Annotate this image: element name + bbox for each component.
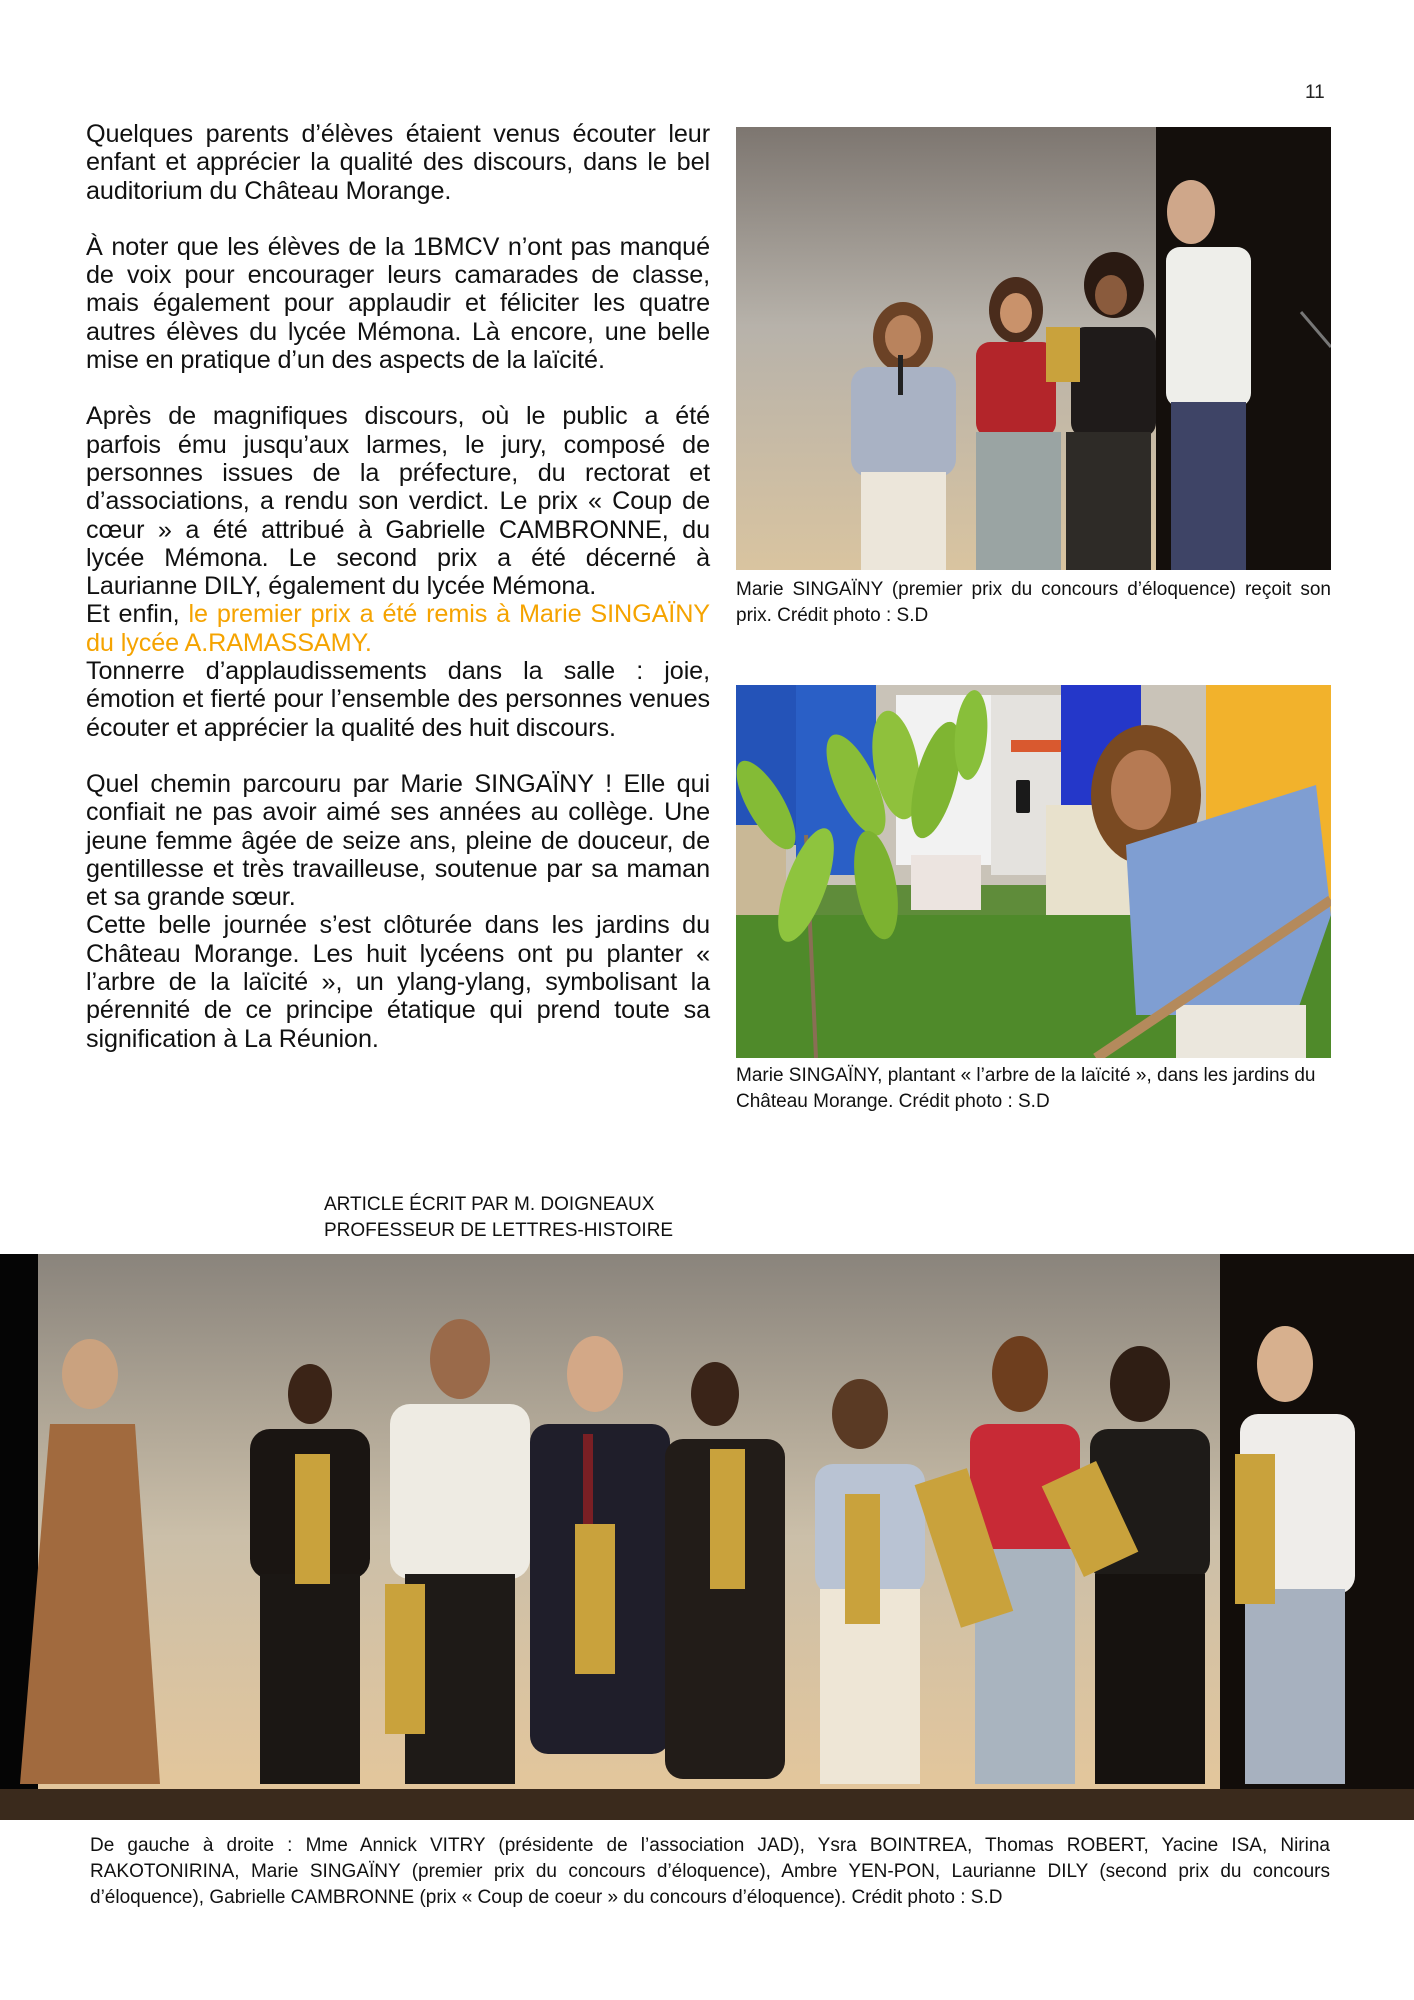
first-prize-highlight: le premier prix a été remis à Marie SINGAÏNY du lycée A.RAMASSAMY. — [86, 600, 710, 657]
paragraph-portrait: Quel chemin parcouru par Marie SINGAÏNY ! Elle qui confiait ne pas avoir aimé ses années au collège. Une jeune femme âgée de seize ans, pleine de douceur, de gentillesse et très travailleuse, soutenue par sa maman et sa grande sœur. — [86, 769, 710, 912]
caption-group-laureates: De gauche à droite : Mme Annick VITRY (présidente de l’association JAD), Ysra BOINTREA, Thomas ROBERT, Yacine ISA, Nirina RAKOTONIRINA, Marie SINGAÏNY (premier prix du concours d’éloquence), Ambre YEN-PON, Laurianne DILY (second prix du concours d’éloquence), Gabrielle CAMBRONNE (prix « Coup de coeur » du concours d’éloquence). Crédit photo : S.D — [90, 1835, 1330, 1908]
paragraph-applause: Tonnerre d’applaudissements dans la salle : joie, émotion et fierté pour l’ensemble des personnes venues écouter et apprécier la qualité des huit discours. — [86, 657, 710, 742]
paragraph-verdict: Après de magnifiques discours, où le public a été parfois ému jusqu’aux larmes, le jury, composé de personnes issues de la préfecture, du rectorat et d’associations, a rendu son verdict. Le prix « Coup de cœur » a été attribué à Gabrielle CAMBRONNE, du lycée Mémona. Le second prix a été décerné à Laurianne DILY, également du lycée Mémona. — [86, 402, 710, 601]
paragraph-parents: Quelques parents d’élèves étaient venus écouter leur enfant et apprécier la qualité des discours, dans le bel auditorium du Château Morange. — [86, 120, 710, 205]
caption-tree-planting: Marie SINGAÏNY, plantant « l’arbre de la laïcité », dans les jardins du Château Morange. Crédit photo : S.D — [736, 1065, 1316, 1112]
paragraph-first-prize — [86, 600, 710, 657]
photo-group-laureates — [0, 1254, 1414, 1820]
photo-award-ceremony — [736, 127, 1331, 570]
page-number: 11 — [1305, 82, 1325, 103]
paragraph-1bmcv: À noter que les élèves de la 1BMCV n’ont pas manqué de voix pour encourager leurs camarades de classe, mais également pour applaudir et féliciter les quatre autres élèves du lycée Mémona. Là encore, une belle mise en pratique d’un des aspects de la laïcité. — [86, 232, 710, 375]
paragraph-tree: Cette belle journée s’est clôturée dans les jardins du Château Morange. Les huit lycéens ont pu planter « l’arbre de la laïcité », un ylang-ylang, symbolisant la pérennité de ce principe étatique qui prend toute sa signification à La Réunion. — [86, 911, 710, 1053]
photo-tree-planting — [736, 685, 1331, 1058]
signature-title: PROFESSEUR DE LETTRES-HISTOIRE — [324, 1220, 674, 1241]
caption-award-ceremony: Marie SINGAÏNY (premier prix du concours d’éloquence) reçoit son prix. Crédit photo : S.D — [736, 579, 1331, 626]
article-signature — [324, 1192, 673, 1244]
article-body — [86, 120, 710, 1053]
first-prize-lead: Et enfin, — [86, 600, 189, 629]
signature-author: ARTICLE ÉCRIT PAR M. DOIGNEAUX — [324, 1194, 655, 1215]
